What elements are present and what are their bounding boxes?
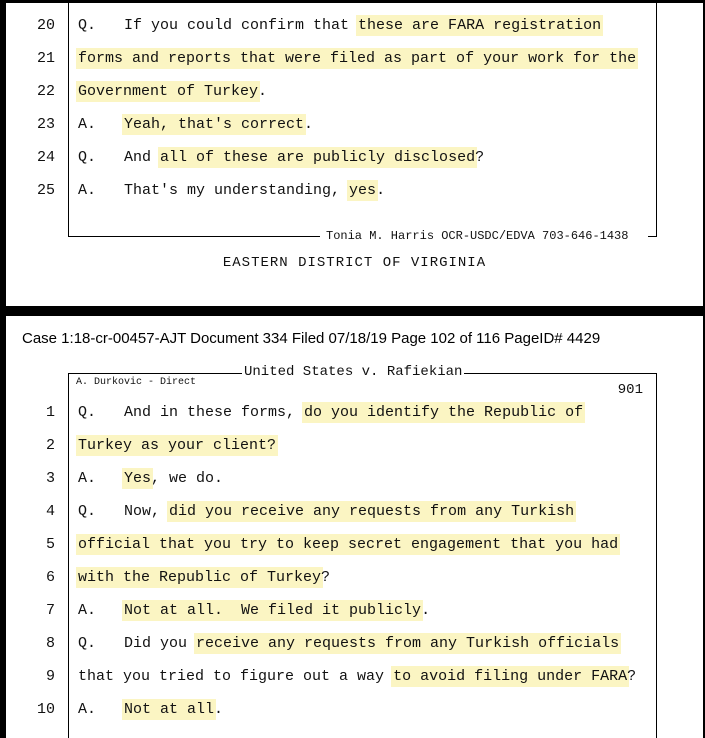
plain-text: If you could confirm that <box>124 17 359 34</box>
highlighted-text: these are FARA registration <box>358 17 602 34</box>
footer-rule <box>68 236 320 237</box>
plain-text: And in these forms, <box>124 404 305 421</box>
transcript-line <box>6 635 703 668</box>
plain-text: . <box>421 602 431 619</box>
speaker-label: Q. <box>78 404 97 421</box>
transcript-line <box>6 536 703 569</box>
transcript-line <box>6 404 703 437</box>
speaker-label: Q. <box>78 503 97 520</box>
line-number: 10 <box>36 701 55 718</box>
transcript-line <box>6 668 703 701</box>
line-number: 5 <box>45 536 55 553</box>
case-caption: United States v. Rafiekian <box>244 364 463 380</box>
line-number: 6 <box>45 569 55 586</box>
line-number: 20 <box>36 17 55 34</box>
footer-rule-end <box>648 236 657 237</box>
speaker-label: A. <box>78 602 97 619</box>
line-text <box>124 503 574 520</box>
district-footer: EASTERN DISTRICT OF VIRGINIA <box>222 255 487 271</box>
line-number: 22 <box>36 83 55 100</box>
line-text <box>78 569 330 586</box>
line-number: 24 <box>36 149 55 166</box>
speaker-label: A. <box>78 182 97 199</box>
highlighted-text: Yeah, that's correct <box>124 116 305 133</box>
line-number: 8 <box>45 635 55 652</box>
highlighted-text: forms and reports that were filed as part of your work for the <box>78 50 637 67</box>
transcript-page-bottom <box>6 316 703 738</box>
line-text <box>124 116 313 133</box>
transcript-page-number: 901 <box>617 382 643 398</box>
line-text <box>124 602 430 619</box>
plain-text: . <box>304 116 314 133</box>
line-number: 1 <box>45 404 55 421</box>
line-text <box>124 149 484 166</box>
plain-text: Now, <box>124 503 170 520</box>
line-text <box>124 182 385 199</box>
speaker-label: A. <box>78 701 97 718</box>
highlighted-text: with the Republic of Turkey <box>78 569 322 586</box>
plain-text: that you tried to figure out a way <box>78 668 394 685</box>
highlighted-text: did you receive any requests from any Turkish <box>169 503 575 520</box>
highlighted-text: receive any requests from any Turkish officials <box>196 635 620 652</box>
line-text <box>78 50 636 67</box>
line-number: 2 <box>45 437 55 454</box>
plain-text: Did you <box>124 635 197 652</box>
line-text <box>124 404 583 421</box>
witness-label: A. Durkovic - Direct <box>76 377 197 388</box>
speaker-label: A. <box>78 116 97 133</box>
highlighted-text: do you identify the Republic of <box>304 404 584 421</box>
transcript-line <box>6 182 703 215</box>
speaker-label: A. <box>78 470 97 487</box>
line-text <box>124 17 601 34</box>
transcript-line <box>6 149 703 182</box>
plain-text: And <box>124 149 161 166</box>
line-text <box>124 635 619 652</box>
plain-text: That's my understanding, <box>124 182 350 199</box>
line-number: 25 <box>36 182 55 199</box>
line-text <box>124 701 223 718</box>
transcript-line <box>6 602 703 635</box>
plain-text: ? <box>627 668 637 685</box>
transcript-page-top <box>6 3 703 306</box>
transcript-line <box>6 17 703 50</box>
plain-text: , we do. <box>151 470 224 487</box>
highlighted-text: yes <box>349 182 377 199</box>
transcript-line <box>6 470 703 503</box>
line-number: 21 <box>36 50 55 67</box>
highlighted-text: Turkey as your client? <box>78 437 277 454</box>
line-number: 7 <box>45 602 55 619</box>
highlighted-text: Yes <box>124 470 152 487</box>
transcript-line <box>6 116 703 149</box>
transcript-line <box>6 503 703 536</box>
line-text <box>78 83 267 100</box>
reporter-credit: Tonia M. Harris OCR-USDC/EDVA 703-646-1438 <box>326 229 629 243</box>
line-number: 3 <box>45 470 55 487</box>
plain-text: . <box>258 83 268 100</box>
highlighted-text: Not at all. We filed it publicly <box>124 602 422 619</box>
line-text <box>124 470 223 487</box>
case-header: Case 1:18-cr-00457-AJT Document 334 Filed 07/18/19 Page 102 of 116 PageID# 4429 <box>22 330 601 347</box>
plain-text: . <box>376 182 386 199</box>
transcript-line <box>6 569 703 602</box>
speaker-label: Q. <box>78 149 97 166</box>
highlighted-text: official that you try to keep secret engagement that you had <box>78 536 619 553</box>
plain-text: . <box>214 701 224 718</box>
speaker-label: Q. <box>78 17 97 34</box>
transcript-line <box>6 83 703 116</box>
speaker-label: Q. <box>78 635 97 652</box>
transcript-line <box>6 437 703 470</box>
transcript-line <box>6 701 703 734</box>
plain-text: ? <box>321 569 331 586</box>
highlighted-text: Not at all <box>124 701 215 718</box>
plain-text: ? <box>475 149 485 166</box>
line-text <box>78 536 618 553</box>
highlighted-text: all of these are publicly disclosed <box>160 149 476 166</box>
line-number: 23 <box>36 116 55 133</box>
highlighted-text: Government of Turkey <box>78 83 259 100</box>
line-text <box>78 437 276 454</box>
transcript-line <box>6 50 703 83</box>
line-number: 9 <box>45 668 55 685</box>
line-text <box>78 668 636 685</box>
highlighted-text: to avoid filing under FARA <box>393 668 628 685</box>
line-number: 4 <box>45 503 55 520</box>
